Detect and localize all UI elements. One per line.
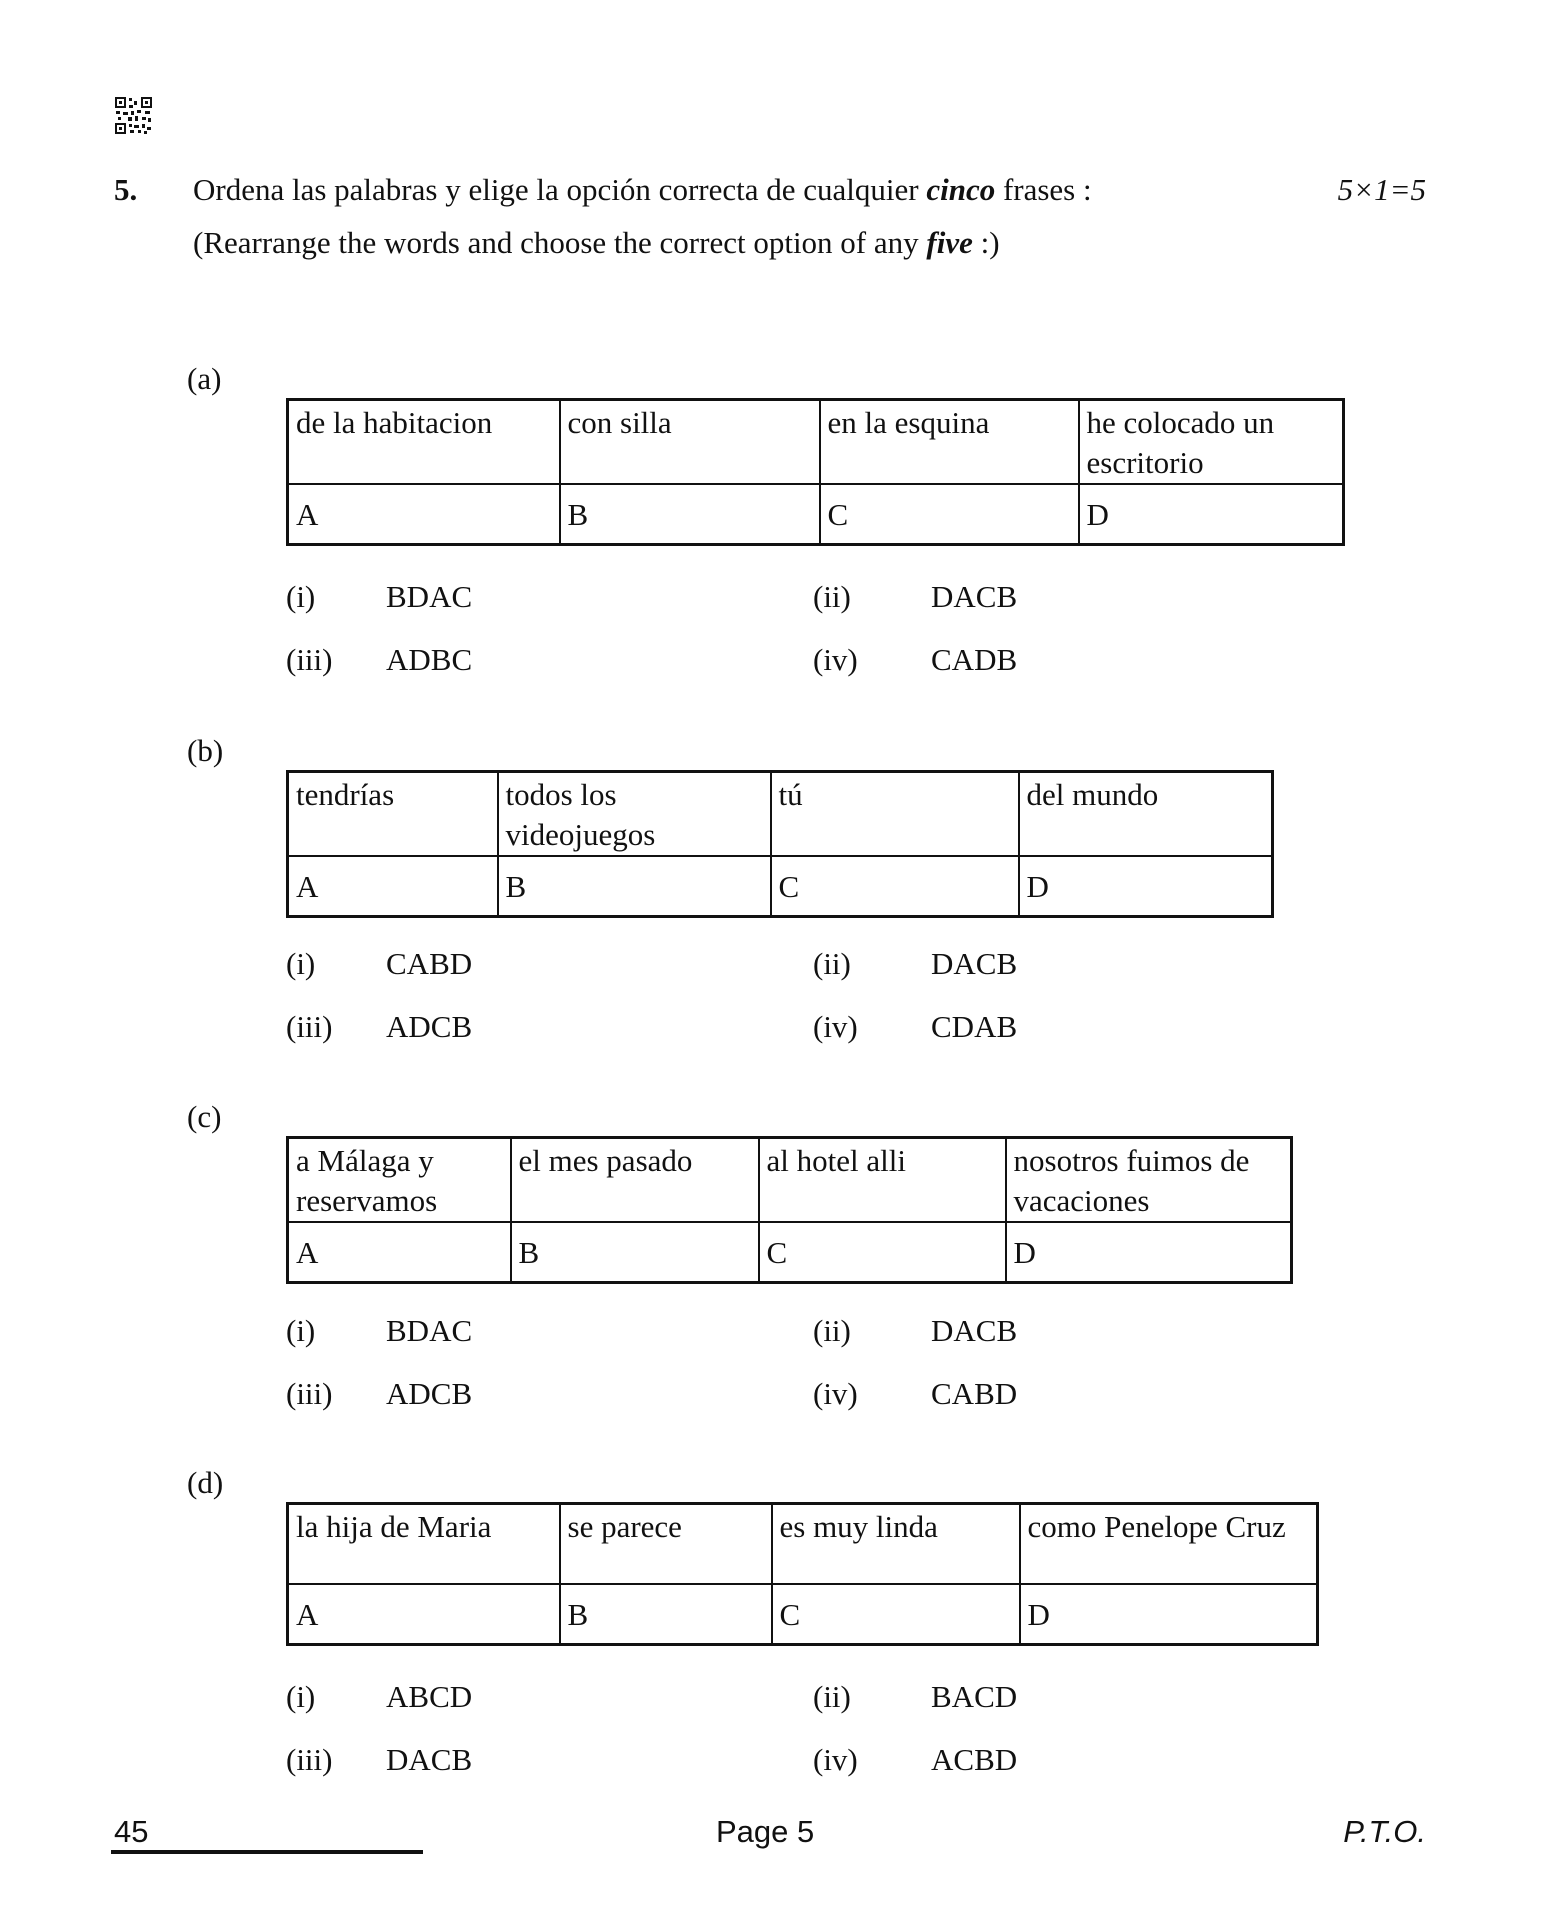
word-cell: de la habitacion (288, 400, 560, 485)
part-a-word-table (286, 398, 1345, 546)
letter-cell: D (1006, 1222, 1292, 1283)
page-number: Page 5 (716, 1814, 815, 1849)
letter-cell: C (759, 1222, 1006, 1283)
letter-cell: C (820, 484, 1079, 545)
letter-cell: A (288, 856, 498, 917)
word-cell: el mes pasado (511, 1138, 759, 1223)
letter-cell: C (772, 1584, 1020, 1645)
letter-cell: B (560, 1584, 772, 1645)
option-a-i[interactable]: (i) BDAC (286, 579, 473, 614)
part-a-label: (a) (187, 361, 222, 396)
instruction-spanish: Ordena las palabras y elige la opción correcta de cualquier cinco frases : (193, 172, 1092, 207)
word-cell: a Málaga y reservamos (288, 1138, 511, 1223)
word-cell: tendrías (288, 772, 498, 857)
please-turn-over: P.T.O. (1343, 1814, 1426, 1849)
option-c-ii[interactable]: (ii) DACB (813, 1313, 1018, 1348)
option-c-i[interactable]: (i) BDAC (286, 1313, 473, 1348)
word-cell: todos los videojuegos (498, 772, 771, 857)
word-cell: he colocado un escritorio (1079, 400, 1344, 485)
paper-code: 45 (114, 1814, 149, 1849)
word-cell: nosotros fuimos de vacaciones (1006, 1138, 1292, 1223)
option-d-i[interactable]: (i) ABCD (286, 1679, 473, 1714)
word-cell: al hotel alli (759, 1138, 1006, 1223)
option-c-iv[interactable]: (iv) CABD (813, 1376, 1018, 1411)
letter-cell: D (1019, 856, 1273, 917)
marks-allocation: 5×1=5 (1337, 172, 1426, 207)
option-d-iii[interactable]: (iii) DACB (286, 1742, 473, 1777)
letter-cell: B (498, 856, 771, 917)
option-a-ii[interactable]: (ii) DACB (813, 579, 1018, 614)
word-cell: del mundo (1019, 772, 1273, 857)
part-d-word-table (286, 1502, 1319, 1646)
option-a-iii[interactable]: (iii) ADBC (286, 642, 473, 677)
option-d-ii[interactable]: (ii) BACD (813, 1679, 1018, 1714)
word-cell: se parece (560, 1504, 772, 1585)
qr-code-icon (115, 97, 152, 134)
instruction-english: (Rearrange the words and choose the correct option of any five :) (193, 225, 1000, 260)
question-number: 5. (114, 172, 138, 207)
option-a-iv[interactable]: (iv) CADB (813, 642, 1018, 677)
option-b-ii[interactable]: (ii) DACB (813, 946, 1018, 981)
emphasis-cinco: cinco (926, 172, 996, 207)
option-b-i[interactable]: (i) CABD (286, 946, 473, 981)
option-c-iii[interactable]: (iii) ADCB (286, 1376, 473, 1411)
letter-cell: B (511, 1222, 759, 1283)
word-cell: como Penelope Cruz (1020, 1504, 1318, 1585)
part-c-word-table (286, 1136, 1293, 1284)
word-cell: es muy linda (772, 1504, 1020, 1585)
letter-cell: D (1020, 1584, 1318, 1645)
option-b-iii[interactable]: (iii) ADCB (286, 1009, 473, 1044)
letter-cell: C (771, 856, 1019, 917)
word-cell: tú (771, 772, 1019, 857)
emphasis-five: five (926, 225, 973, 260)
part-b-word-table (286, 770, 1274, 918)
part-c-label: (c) (187, 1099, 222, 1134)
letter-cell: D (1079, 484, 1344, 545)
word-cell: en la esquina (820, 400, 1079, 485)
word-cell: con silla (560, 400, 820, 485)
option-d-iv[interactable]: (iv) ACBD (813, 1742, 1018, 1777)
part-d-label: (d) (187, 1465, 224, 1500)
letter-cell: A (288, 484, 560, 545)
letter-cell: A (288, 1584, 560, 1645)
option-b-iv[interactable]: (iv) CDAB (813, 1009, 1018, 1044)
letter-cell: A (288, 1222, 511, 1283)
word-cell: la hija de Maria (288, 1504, 560, 1585)
footer-underline (111, 1850, 423, 1854)
letter-cell: B (560, 484, 820, 545)
part-b-label: (b) (187, 733, 224, 768)
